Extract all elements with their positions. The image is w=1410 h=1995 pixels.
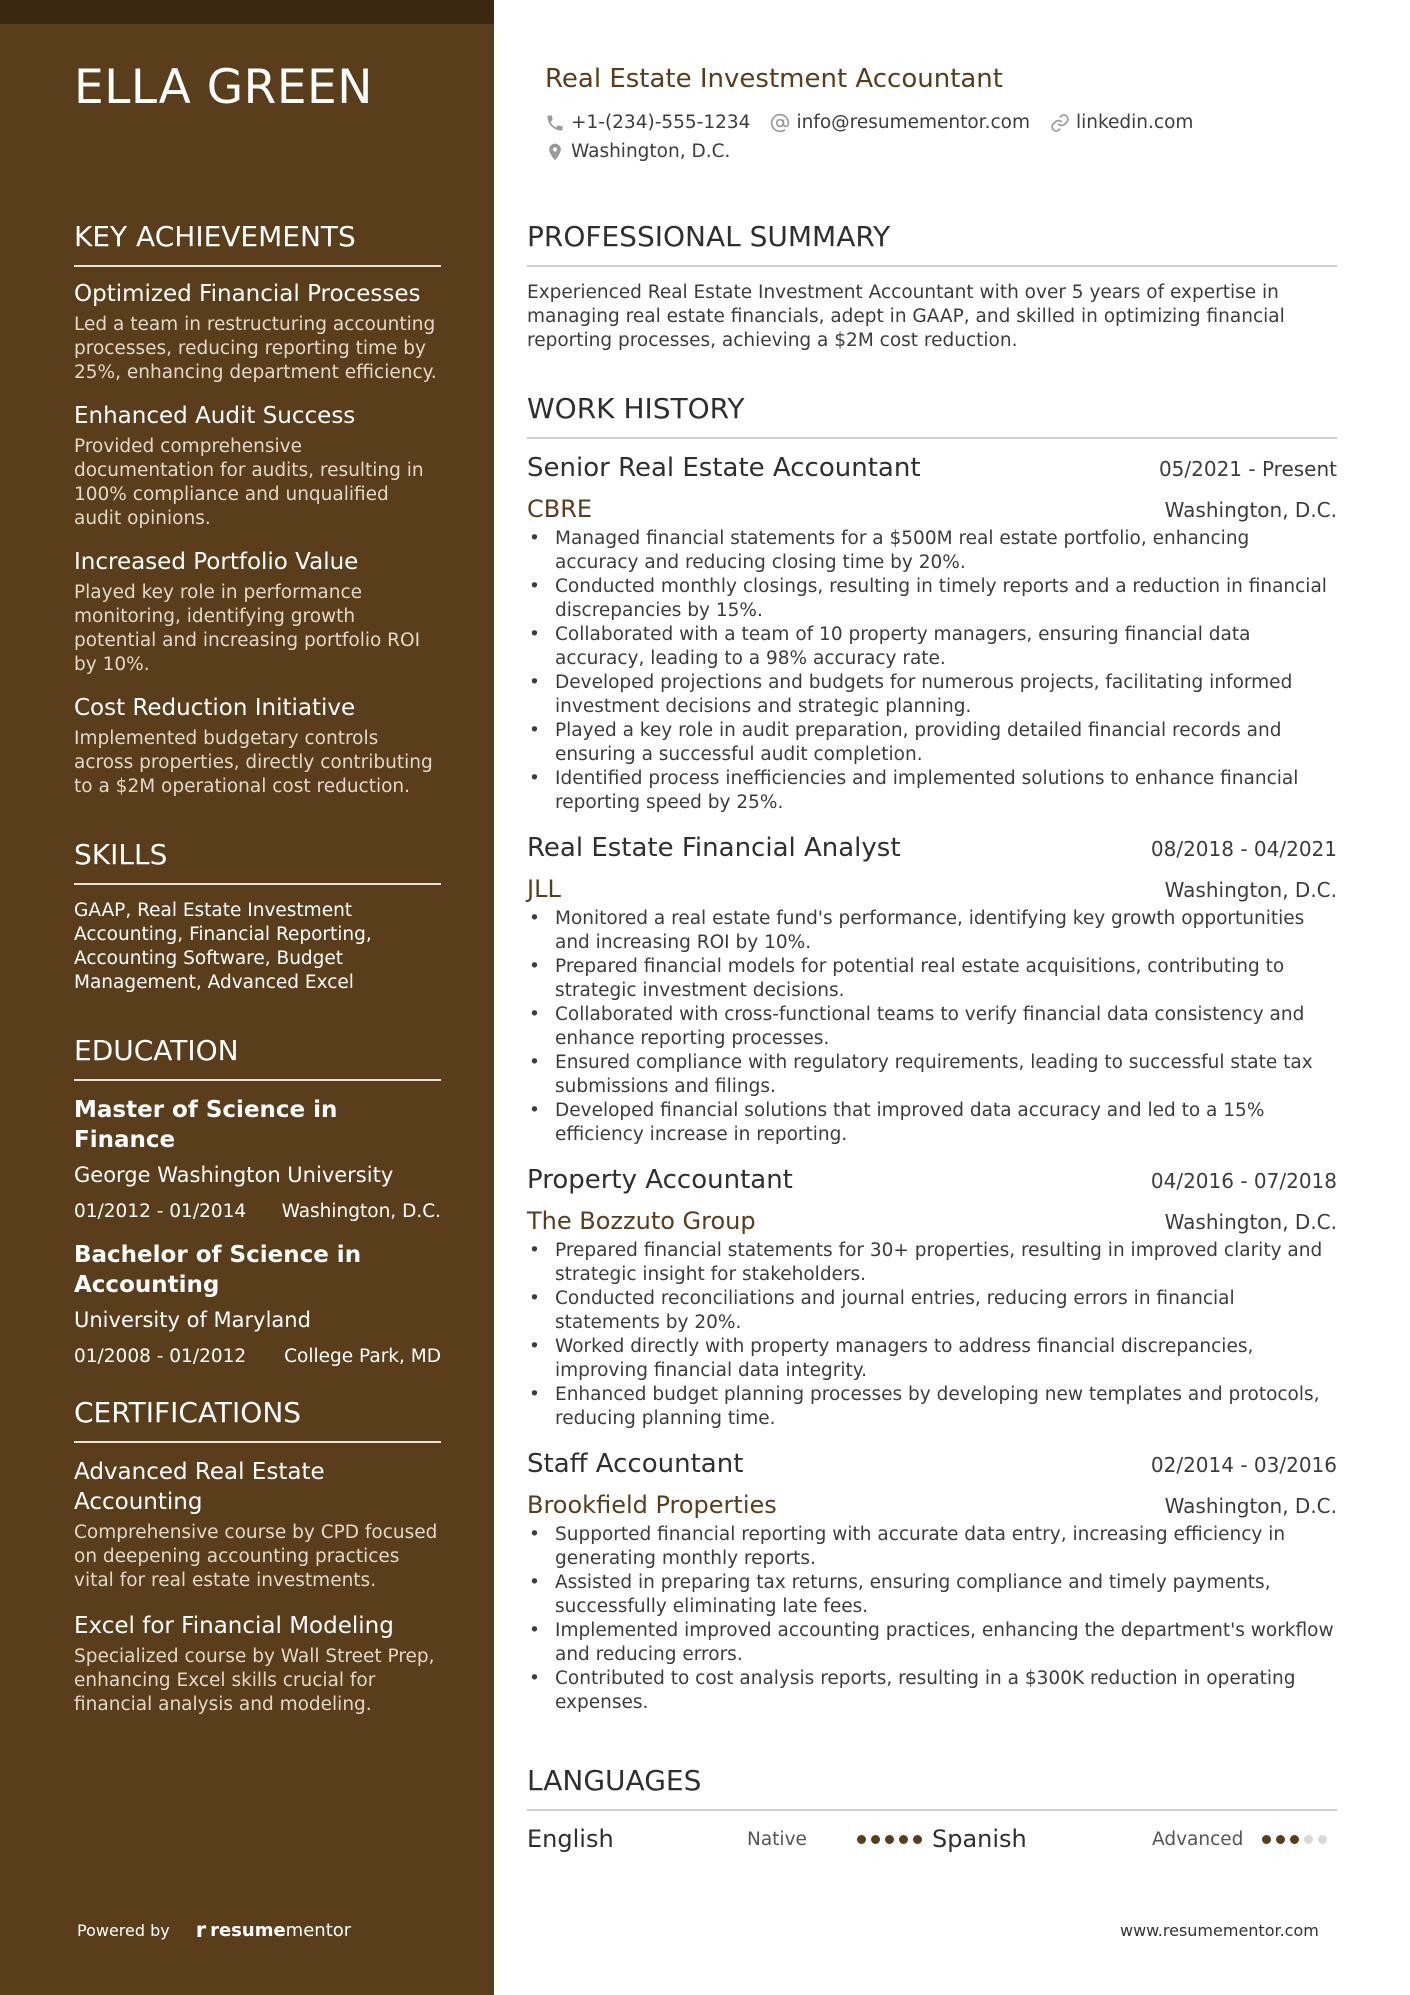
certification-description: Specialized course by Wall Street Prep, enhancing Excel skills crucial for financial analysis and modeling. [74, 1646, 435, 1715]
education-meta [74, 1346, 441, 1367]
education-item [74, 1240, 441, 1367]
achievement-title: Optimized Financial Processes [74, 281, 421, 307]
bullet-item: • Collaborated with a team of 10 property managers, ensuring financial data accuracy, leading to a 98% accuracy rate. [527, 623, 1337, 671]
job-bullets [527, 527, 1337, 815]
proficiency-dot-empty [1318, 1835, 1327, 1844]
job-entry [527, 1449, 1337, 1715]
achievement-item [74, 695, 441, 799]
contact-linkedin[interactable] [1050, 112, 1193, 133]
job-company: JLL [527, 875, 561, 903]
language-level: Native [747, 1828, 807, 1850]
job-dates: 08/2018 - 04/2021 [1150, 837, 1337, 861]
proficiency-dots [857, 1835, 922, 1844]
language-level: Advanced [1152, 1828, 1244, 1850]
certification-item [74, 1611, 441, 1717]
email-text: info@resumementor.com [796, 112, 1030, 133]
bullet-item: • Played a key role in audit preparation, providing detailed financial records and ensuring a successful audit completion. [527, 719, 1337, 767]
work-history-section [527, 392, 1337, 1733]
job-dates: 02/2014 - 03/2016 [1150, 1453, 1337, 1477]
language-name: English [527, 1825, 614, 1853]
bullet-item: • Identified process inefficiencies and implemented solutions to enhance financial reporting speed by 25%. [527, 767, 1337, 815]
education-dates: 01/2008 - 01/2012 [74, 1346, 247, 1367]
job-bullets [527, 907, 1337, 1147]
at-sign-icon [770, 113, 790, 133]
job-entry [527, 1165, 1337, 1431]
job-company: The Bozzuto Group [527, 1207, 756, 1235]
skills-heading: SKILLS [74, 838, 441, 885]
job-entry [527, 453, 1337, 815]
education-location: College Park, MD [284, 1346, 441, 1367]
achievement-description: Implemented budgetary controls across properties, directly contributing to a $2M operational cost reduction. [74, 728, 433, 797]
bullet-item: • Managed financial statements for a $500M real estate portfolio, enhancing accuracy and reducing closing time by 20%. [527, 527, 1337, 575]
website-link[interactable]: www.resumementor.com [1120, 1921, 1319, 1940]
job-entry [527, 833, 1337, 1147]
bullet-item: • Ensured compliance with regulatory requirements, leading to successful state tax submissions and filings. [527, 1051, 1337, 1099]
resumementor-logo-icon: r [195, 1918, 207, 1942]
sidebar-top-bar [0, 0, 494, 24]
job-location: Washington, D.C. [1164, 1494, 1337, 1518]
work-history-heading: WORK HISTORY [527, 392, 1337, 439]
proficiency-dot-filled [899, 1835, 908, 1844]
achievements-heading: KEY ACHIEVEMENTS [74, 220, 441, 267]
contact-email[interactable] [770, 112, 1030, 133]
contact-info [545, 112, 1305, 170]
education-meta [74, 1201, 441, 1222]
bullet-item: • Contributed to cost analysis reports, resulting in a $300K reduction in operating expenses. [527, 1667, 1337, 1715]
bullet-item: • Prepared financial models for potential real estate acquisitions, contributing to strategic investment decisions. [527, 955, 1337, 1003]
proficiency-dot-filled [871, 1835, 880, 1844]
bullet-item: • Enhanced budget planning processes by developing new templates and protocols, reducing planning time. [527, 1383, 1337, 1431]
language-item [527, 1825, 932, 1853]
brand-name-part2: mentor [285, 1919, 352, 1941]
location-text: Washington, D.C. [571, 141, 731, 162]
achievement-title: Increased Portfolio Value [74, 549, 359, 575]
phone-icon [545, 113, 565, 133]
job-company: CBRE [527, 495, 593, 523]
education-item [74, 1095, 441, 1222]
achievements-section [74, 220, 441, 817]
bullet-item: • Assisted in preparing tax returns, ensuring compliance and timely payments, successfully eliminating late fees. [527, 1571, 1337, 1619]
job-title: Real Estate Investment Accountant [545, 64, 1003, 94]
powered-by-label: Powered by [77, 1920, 170, 1940]
education-heading: EDUCATION [74, 1034, 441, 1081]
skills-section [74, 838, 441, 995]
powered-by [77, 1918, 351, 1942]
job-dates: 04/2016 - 07/2018 [1150, 1169, 1337, 1193]
achievement-description: Provided comprehensive documentation for audits, resulting in 100% compliance and unqualified audit opinions. [74, 436, 424, 529]
candidate-name: ELLA GREEN [74, 60, 373, 115]
job-role: Staff Accountant [527, 1449, 744, 1479]
job-location: Washington, D.C. [1164, 1210, 1337, 1234]
bullet-item: • Developed financial solutions that improved data accuracy and led to a 15% efficiency increase in reporting. [527, 1099, 1337, 1147]
education-location: Washington, D.C. [281, 1201, 441, 1222]
education-section [74, 1034, 441, 1385]
certification-item [74, 1457, 441, 1593]
achievement-item [74, 403, 441, 531]
bullet-item: • Worked directly with property managers to address financial discrepancies, improving financial data integrity. [527, 1335, 1337, 1383]
job-location: Washington, D.C. [1164, 498, 1337, 522]
bullet-item: • Monitored a real estate fund's performance, identifying key growth opportunities and increasing ROI by 10%. [527, 907, 1337, 955]
job-company: Brookfield Properties [527, 1491, 777, 1519]
certifications-section [74, 1396, 441, 1735]
languages-section [527, 1764, 1337, 1853]
brand-logo[interactable] [196, 1918, 351, 1942]
proficiency-dot-filled [857, 1835, 866, 1844]
achievement-description: Led a team in restructuring accounting processes, reducing reporting time by 25%, enhancing department efficiency. [74, 314, 437, 383]
job-role: Senior Real Estate Accountant [527, 453, 921, 483]
linkedin-text: linkedin.com [1075, 112, 1194, 133]
school: University of Maryland [74, 1308, 311, 1332]
achievement-title: Cost Reduction Initiative [74, 695, 356, 721]
main-content [527, 0, 1337, 1995]
proficiency-dot-filled [1290, 1835, 1299, 1844]
bullet-item: • Prepared financial statements for 30+ properties, resulting in improved clarity and strategic insight for stakeholders. [527, 1239, 1337, 1287]
bullet-item: • Supported financial reporting with accurate data entry, increasing efficiency in generating monthly reports. [527, 1523, 1337, 1571]
brand-name-part1: resume [210, 1919, 286, 1941]
bullet-item: • Conducted monthly closings, resulting in timely reports and a reduction in financial discrepancies by 15%. [527, 575, 1337, 623]
certification-title: Excel for Financial Modeling [74, 1613, 394, 1639]
proficiency-dot-filled [1276, 1835, 1285, 1844]
degree: Master of Science in Finance [74, 1097, 338, 1153]
sidebar [0, 0, 494, 1995]
summary-heading: PROFESSIONAL SUMMARY [527, 220, 1337, 267]
location-pin-icon [545, 142, 565, 162]
job-role: Real Estate Financial Analyst [527, 833, 901, 863]
proficiency-dots [1262, 1835, 1327, 1844]
proficiency-dot-filled [913, 1835, 922, 1844]
language-item [932, 1825, 1337, 1853]
languages-row [527, 1825, 1337, 1853]
link-icon [1050, 113, 1070, 133]
proficiency-dot-filled [885, 1835, 894, 1844]
job-bullets [527, 1239, 1337, 1431]
bullet-item: • Developed projections and budgets for numerous projects, facilitating informed investment decisions and strategic planning. [527, 671, 1337, 719]
achievement-item [74, 549, 441, 677]
summary-text: Experienced Real Estate Investment Accountant with over 5 years of expertise in managing real estate financials, adept in GAAP, and skilled in optimizing financial reporting processes, achieving a $2M cost reduction. [527, 282, 1285, 351]
skills-list: GAAP, Real Estate Investment Accounting, Financial Reporting, Accounting Software, Budget Management, Advanced Excel [74, 900, 372, 993]
languages-heading: LANGUAGES [527, 1764, 1337, 1811]
job-dates: 05/2021 - Present [1158, 457, 1337, 481]
bullet-item: • Conducted reconciliations and journal entries, reducing errors in financial statements by 20%. [527, 1287, 1337, 1335]
achievement-title: Enhanced Audit Success [74, 403, 356, 429]
achievement-description: Played key role in performance monitoring, identifying growth potential and increasing portfolio ROI by 10%. [74, 582, 421, 675]
bullet-item: • Implemented improved accounting practices, enhancing the department's workflow and reducing errors. [527, 1619, 1337, 1667]
certifications-heading: CERTIFICATIONS [74, 1396, 441, 1443]
summary-section [527, 220, 1337, 353]
job-location: Washington, D.C. [1164, 878, 1337, 902]
achievement-item [74, 281, 441, 385]
phone-text: +1-(234)-555-1234 [571, 112, 751, 133]
job-bullets [527, 1523, 1337, 1715]
contact-location [545, 141, 730, 162]
certification-title: Advanced Real Estate Accounting [74, 1459, 325, 1515]
job-role: Property Accountant [527, 1165, 793, 1195]
school: George Washington University [74, 1163, 394, 1187]
proficiency-dot-empty [1304, 1835, 1313, 1844]
education-dates: 01/2012 - 01/2014 [74, 1201, 247, 1222]
degree: Bachelor of Science in Accounting [74, 1242, 362, 1298]
bullet-item: • Collaborated with cross-functional teams to verify financial data consistency and enhance reporting processes. [527, 1003, 1337, 1051]
proficiency-dot-filled [1262, 1835, 1271, 1844]
contact-phone[interactable] [545, 112, 750, 133]
certification-description: Comprehensive course by CPD focused on deepening accounting practices vital for real estate investments. [74, 1522, 438, 1591]
language-name: Spanish [932, 1825, 1027, 1853]
